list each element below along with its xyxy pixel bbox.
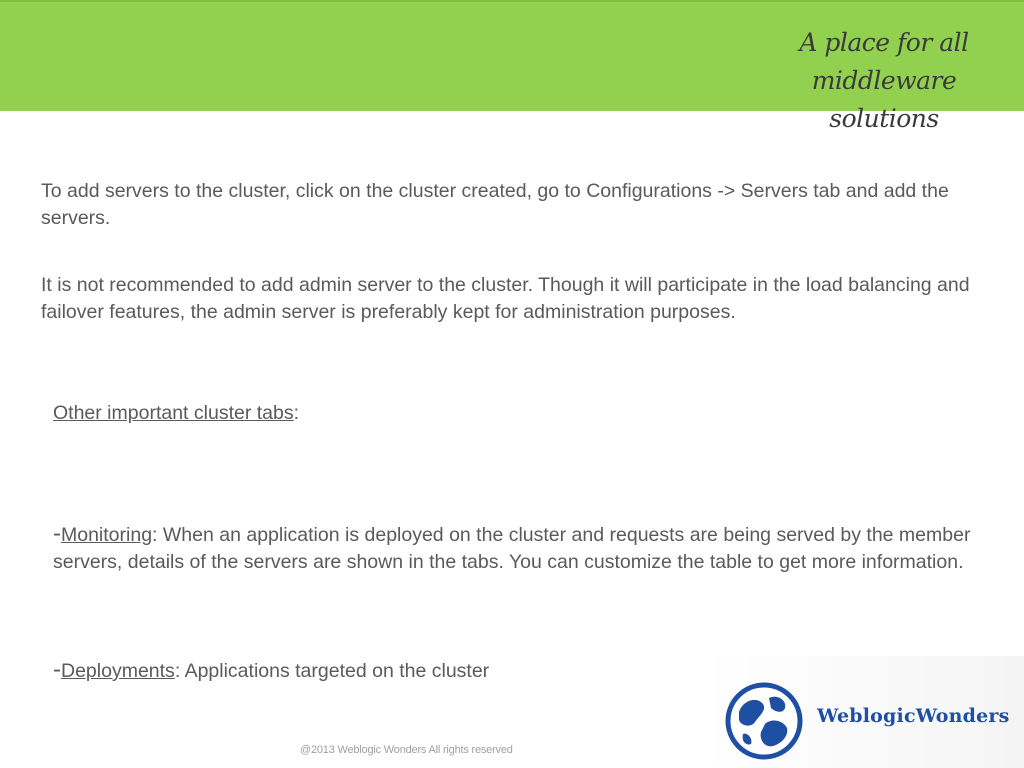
monitoring-description: : When an application is deployed on the cluster and requests are being served by the member servers, details of the servers are shown in the tabs. You can customize the table to get more information. <box>53 524 971 573</box>
logo-panel <box>703 656 1024 768</box>
paragraph-admin-server: It is not recommended to add admin server to the cluster. Though it will participate in the load balancing and failover features, the admin server is preferably kept for administration purposes. <box>41 274 970 323</box>
tagline-line-2: middleware solutions <box>811 66 957 133</box>
tagline-line-1: A place for all <box>799 28 969 57</box>
list-item-monitoring <box>53 522 983 576</box>
item-dash: - <box>53 520 61 547</box>
header-band <box>0 0 1024 133</box>
monitoring-link[interactable]: Monitoring <box>61 524 153 546</box>
paragraph-add-servers: To add servers to the cluster, click on the cluster created, go to Configurations -> Servers tab and add the servers. <box>41 180 949 229</box>
section-heading-colon: : <box>293 402 300 424</box>
deployments-link[interactable]: Deployments <box>61 660 175 682</box>
item-dash: - <box>53 656 61 683</box>
section-heading <box>53 400 299 427</box>
globe-logo-icon <box>725 682 803 760</box>
section-heading-link[interactable]: Other important cluster tabs <box>53 402 294 424</box>
footer-copyright: @2013 Weblogic Wonders All rights reserved <box>300 744 513 756</box>
logo-wordmark: WeblogicWonders <box>817 705 1010 727</box>
deployments-description: : Applications targeted on the cluster <box>174 660 490 682</box>
tagline <box>754 24 1014 138</box>
